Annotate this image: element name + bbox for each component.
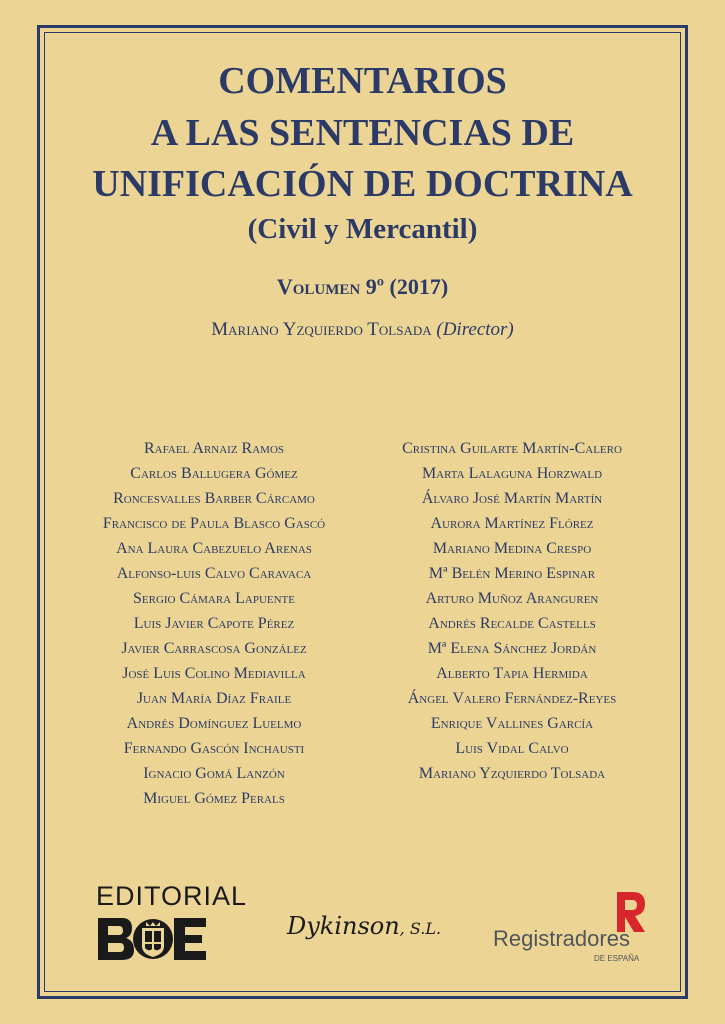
author-right-12: Enrique Vallines García: [430, 715, 594, 732]
director-line: [0, 319, 725, 341]
volume-label: Volumen 9º (2017): [276, 274, 449, 299]
editorial-label: EDITORIAL: [96, 881, 248, 911]
author-right-6: Mª Belén Merino Espinar: [428, 565, 596, 582]
author-left-1: Rafael Arnaiz Ramos: [143, 440, 285, 457]
editorial-boe-logo: [96, 881, 248, 962]
author-right-13: Luis Vidal Calvo: [455, 740, 569, 757]
author-right-1: Cristina Guilarte Martín-Calero: [402, 440, 622, 457]
dykinson-suffix: , S.L.: [399, 919, 442, 938]
author-right-5: Mariano Medina Crespo: [432, 540, 592, 557]
author-left-11: Juan María Díaz Fraile: [136, 690, 292, 707]
author-right-4: Aurora Martínez Flórez: [430, 515, 594, 532]
author-left-6: Alfonso-luis Calvo Caravaca: [116, 565, 312, 582]
author-right-8: Andrés Recalde Castells: [428, 615, 596, 632]
registradores-name: Registradores: [493, 926, 630, 951]
author-right-10: Alberto Tapia Hermida: [436, 665, 588, 682]
title-line-2: A LAS SENTENCIAS DE: [150, 112, 575, 154]
author-right-2: Marta Lalaguna Horzwald: [421, 465, 603, 482]
author-left-9: Javier Carrascosa González: [121, 640, 307, 657]
author-left-14: Ignacio Gomá Lanzón: [143, 765, 285, 782]
author-left-12: Andrés Domínguez Luelmo: [126, 715, 302, 732]
author-left-13: Fernando Gascón Inchausti: [123, 740, 305, 757]
dykinson-name: Dykinson: [286, 912, 400, 940]
author-right-11: Ángel Valero Fernández-Reyes: [407, 690, 617, 707]
authors-left-column: [49, 436, 379, 811]
director-role: (Director): [436, 319, 514, 340]
author-left-2: Carlos Ballugera Gómez: [130, 465, 298, 482]
boe-logo-graphic: [96, 916, 208, 962]
author-left-10: José Luis Colino Mediavilla: [122, 665, 306, 682]
author-left-7: Sergio Cámara Lapuente: [132, 590, 295, 607]
author-left-4: Francisco de Paula Blasco Gascó: [102, 515, 326, 532]
author-left-3: Roncesvalles Barber Cárcamo: [113, 490, 315, 507]
author-left-8: Luis Javier Capote Pérez: [133, 615, 295, 632]
author-left-15: Miguel Gómez Perals: [143, 790, 285, 807]
title-line-3: UNIFICACIÓN DE DOCTRINA: [92, 163, 633, 205]
author-left-5: Ana Laura Cabezuelo Arenas: [116, 540, 312, 557]
director-name: Mariano Yzquierdo Tolsada: [211, 319, 432, 340]
authors-right-column: [347, 436, 677, 786]
title-line-1: COMENTARIOS: [218, 60, 507, 102]
author-right-7: Arturo Muñoz Aranguren: [425, 590, 599, 607]
subtitle: (Civil y Mercantil): [247, 213, 478, 245]
dykinson-logo: [284, 912, 444, 940]
registradores-sub: DE ESPAÑA: [594, 954, 640, 963]
author-right-14: Mariano Yzquierdo Tolsada: [418, 765, 606, 782]
author-right-9: Mª Elena Sánchez Jordán: [427, 640, 597, 657]
author-right-3: Álvaro José Martín Martín: [421, 490, 603, 507]
royal-crest-icon: [133, 919, 173, 959]
